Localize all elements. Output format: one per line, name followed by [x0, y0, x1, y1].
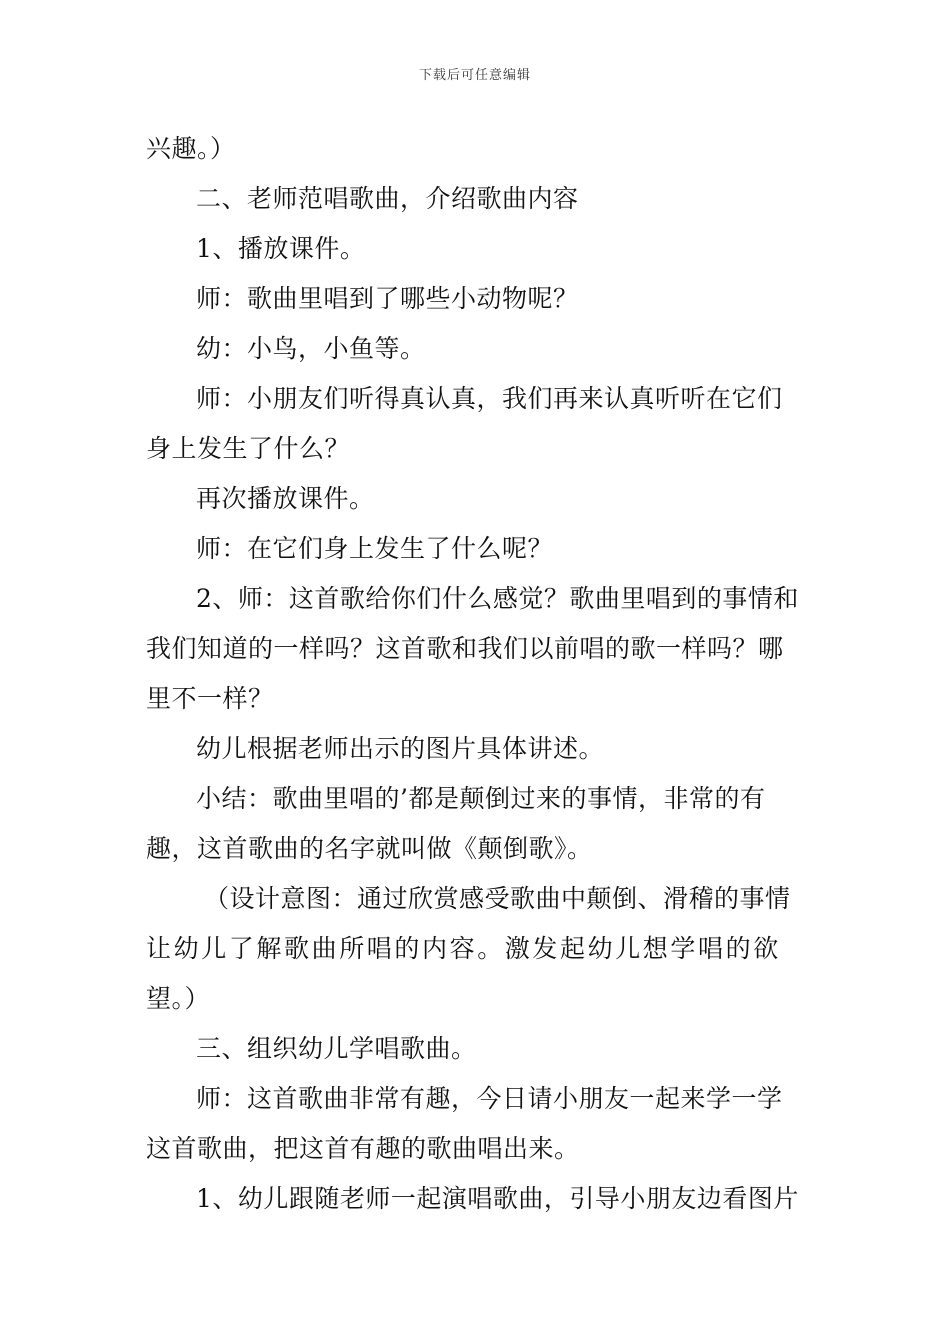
- section-heading: 二、老师范唱歌曲，介绍歌曲内容: [196, 184, 579, 213]
- paragraph-line: 师：歌曲里唱到了哪些小动物呢？: [196, 284, 579, 313]
- paragraph-line: 1、播放课件。: [196, 234, 366, 263]
- paragraph-line: 兴趣。）: [146, 134, 236, 163]
- paragraph-line: 身上发生了什么？: [146, 434, 351, 463]
- paragraph-line: 师：小朋友们听得真认真，我们再来认真听听在它们: [196, 384, 783, 413]
- paragraph-line: 望。）: [146, 984, 211, 1013]
- paragraph-line: 我们知道的一样吗？这首歌和我们以前唱的歌一样吗？哪: [146, 634, 784, 663]
- paragraph-line: 趣，这首歌曲的名字就叫做《颠倒歌》。: [146, 834, 593, 863]
- paragraph-line: 里不一样？: [146, 684, 274, 713]
- paragraph-line: 这首歌曲，把这首有趣的歌曲唱出来。: [146, 1134, 580, 1163]
- paragraph-line: 让幼儿了解歌曲所唱的内容。激发起幼儿想学唱的欲: [146, 934, 781, 963]
- paragraph-line: 小结：歌曲里唱的’都是颠倒过来的事情，非常的有: [196, 784, 766, 813]
- paragraph-line: 2、师：这首歌给你们什么感觉？歌曲里唱到的事情和: [196, 584, 799, 613]
- paragraph-line: 幼儿根据老师出示的图片具体讲述。: [196, 734, 605, 763]
- section-heading: 三、组织幼儿学唱歌曲。: [196, 1034, 477, 1063]
- paragraph-line: （设计意图：通过欣赏感受歌曲中颠倒、滑稽的事情: [204, 884, 791, 913]
- document-body: [146, 124, 808, 1224]
- paragraph-line: 幼：小鸟，小鱼等。: [196, 334, 426, 363]
- paragraph-line: 师：在它们身上发生了什么呢？: [196, 534, 554, 563]
- paragraph-line: 再次播放课件。: [196, 484, 375, 513]
- paragraph-line: 1、幼儿跟随老师一起演唱歌曲，引导小朋友边看图片: [196, 1184, 799, 1213]
- paragraph-line: 师：这首歌曲非常有趣，今日请小朋友一起来学一学: [196, 1084, 783, 1113]
- page-header-note: 下载后可任意编辑: [418, 68, 531, 83]
